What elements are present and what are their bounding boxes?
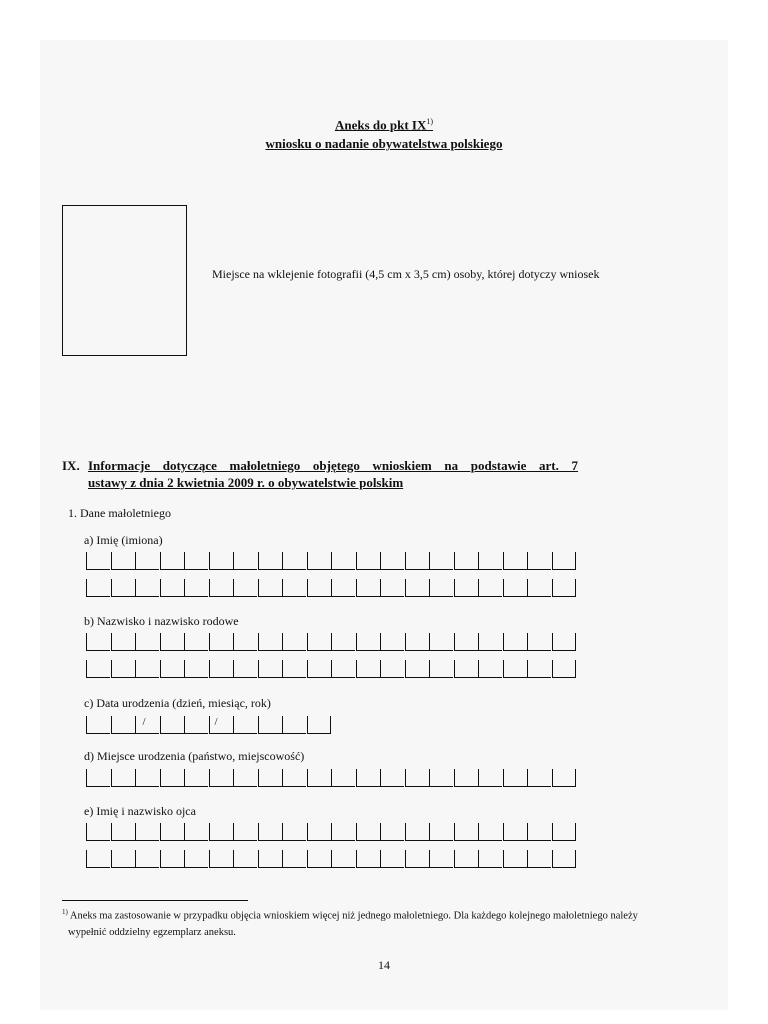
character-box[interactable] [135, 579, 159, 597]
character-box[interactable] [258, 579, 282, 597]
character-box[interactable] [184, 769, 208, 787]
character-box[interactable] [111, 633, 135, 651]
father-name-label: e) Imię i nazwisko ojca [84, 804, 196, 818]
section-title-line1: Informacje dotyczące małoletniego objętego wnioskiem na podstawie art. 7 [88, 458, 578, 473]
character-box[interactable] [111, 769, 135, 787]
date-separator-1: / [142, 716, 146, 728]
character-box[interactable] [552, 660, 576, 678]
date-separator-2: / [214, 716, 218, 728]
character-box[interactable] [160, 823, 184, 841]
character-box[interactable] [478, 769, 502, 787]
character-box[interactable] [331, 769, 355, 787]
character-box[interactable] [160, 850, 184, 868]
character-box[interactable] [135, 716, 159, 734]
character-box[interactable] [282, 633, 306, 651]
character-box[interactable] [160, 716, 184, 734]
character-box[interactable] [86, 769, 110, 787]
character-box[interactable] [356, 823, 380, 841]
character-box[interactable] [454, 823, 478, 841]
character-box[interactable] [184, 850, 208, 868]
character-box[interactable] [478, 552, 502, 570]
character-box[interactable] [209, 633, 233, 651]
character-box[interactable] [503, 579, 527, 597]
annex-subtitle: wniosku o nadanie obywatelstwa polskiego [265, 136, 503, 151]
character-box[interactable] [478, 579, 502, 597]
character-box[interactable] [405, 633, 429, 651]
character-box[interactable] [503, 850, 527, 868]
footnote-text-line2: wypełnić oddzielny egzemplarz aneksu. [68, 926, 236, 938]
character-box[interactable] [380, 633, 404, 651]
character-box[interactable] [405, 579, 429, 597]
character-box[interactable] [135, 633, 159, 651]
annex-title: Aneks do pkt IX$^{1)}$ [334, 117, 434, 133]
character-box[interactable] [331, 633, 355, 651]
character-box[interactable] [527, 660, 551, 678]
character-box[interactable] [552, 823, 576, 841]
character-box[interactable] [111, 850, 135, 868]
character-box[interactable] [111, 823, 135, 841]
character-box[interactable] [380, 850, 404, 868]
character-box[interactable] [111, 716, 135, 734]
character-box[interactable] [184, 716, 208, 734]
character-box[interactable] [527, 823, 551, 841]
character-box[interactable] [405, 552, 429, 570]
character-box[interactable] [135, 660, 159, 678]
character-box[interactable] [209, 823, 233, 841]
photo-caption: Miejsce na wklejenie fotografii (4,5 cm x 3,5 cm) osoby, której dotyczy wniosek [212, 267, 600, 281]
character-box[interactable] [503, 769, 527, 787]
character-box[interactable] [503, 633, 527, 651]
character-box[interactable] [233, 769, 257, 787]
character-box[interactable] [380, 552, 404, 570]
character-box[interactable] [429, 579, 453, 597]
character-box[interactable] [184, 660, 208, 678]
birth-date-label: c) Data urodzenia (dzień, miesiąc, rok) [84, 696, 271, 710]
character-box[interactable] [111, 579, 135, 597]
character-box[interactable] [282, 579, 306, 597]
section-number: IX. [62, 458, 80, 473]
character-box[interactable] [307, 716, 331, 734]
character-box[interactable] [405, 660, 429, 678]
character-box[interactable] [135, 552, 159, 570]
character-box[interactable] [429, 633, 453, 651]
character-box[interactable] [258, 660, 282, 678]
character-box[interactable] [160, 552, 184, 570]
character-box[interactable] [429, 823, 453, 841]
character-box[interactable] [307, 660, 331, 678]
character-box[interactable] [478, 660, 502, 678]
character-box[interactable] [356, 769, 380, 787]
character-box[interactable] [307, 633, 331, 651]
character-box[interactable] [503, 552, 527, 570]
character-box[interactable] [86, 660, 110, 678]
character-box[interactable] [282, 850, 306, 868]
character-box[interactable] [135, 823, 159, 841]
character-box[interactable] [86, 552, 110, 570]
character-box[interactable] [307, 850, 331, 868]
character-box[interactable] [527, 850, 551, 868]
character-box[interactable] [429, 552, 453, 570]
character-box[interactable] [233, 579, 257, 597]
character-box[interactable] [282, 823, 306, 841]
character-box[interactable] [405, 850, 429, 868]
character-box[interactable] [184, 823, 208, 841]
character-box[interactable] [209, 660, 233, 678]
character-box[interactable] [282, 769, 306, 787]
character-box[interactable] [478, 850, 502, 868]
character-box[interactable] [380, 660, 404, 678]
character-box[interactable] [527, 633, 551, 651]
character-box[interactable] [429, 660, 453, 678]
surname-label: b) Nazwisko i nazwisko rodowe [84, 614, 239, 628]
character-box[interactable] [331, 552, 355, 570]
character-box[interactable] [552, 633, 576, 651]
footnote [62, 904, 712, 941]
character-box[interactable] [111, 552, 135, 570]
character-box[interactable] [454, 552, 478, 570]
character-box[interactable] [527, 552, 551, 570]
photo-placeholder-box[interactable] [62, 205, 187, 356]
character-box[interactable] [233, 716, 257, 734]
character-box[interactable] [209, 716, 233, 734]
section-title-line2: ustawy z dnia 2 kwietnia 2009 r. o obywatelstwie polskim [88, 475, 404, 490]
character-box[interactable] [258, 769, 282, 787]
character-box[interactable] [307, 769, 331, 787]
character-box[interactable] [454, 579, 478, 597]
character-box[interactable] [233, 633, 257, 651]
character-box[interactable] [454, 633, 478, 651]
character-box[interactable] [552, 579, 576, 597]
title-footnote-marker: 1) [426, 117, 434, 126]
character-box[interactable] [356, 552, 380, 570]
character-box[interactable] [233, 552, 257, 570]
character-box[interactable] [478, 633, 502, 651]
character-box[interactable] [380, 769, 404, 787]
character-box[interactable] [86, 633, 110, 651]
character-box[interactable] [111, 660, 135, 678]
footnote-text-line1: Aneks ma zastosowanie w przypadku objęcia wnioskiem więcej niż jednego małoletniego. Dla każdego kolejnego małoletniego należy [67, 910, 638, 922]
character-box[interactable] [233, 850, 257, 868]
character-box[interactable] [258, 716, 282, 734]
character-box[interactable] [184, 552, 208, 570]
character-box[interactable] [552, 769, 576, 787]
character-box[interactable] [307, 552, 331, 570]
first-name-label: a) Imię (imiona) [84, 533, 163, 547]
character-box[interactable] [160, 660, 184, 678]
character-box[interactable] [233, 660, 257, 678]
character-box[interactable] [258, 633, 282, 651]
character-box[interactable] [454, 850, 478, 868]
character-box[interactable] [86, 823, 110, 841]
character-box[interactable] [454, 769, 478, 787]
character-box[interactable] [380, 823, 404, 841]
character-box[interactable] [356, 850, 380, 868]
character-box[interactable] [454, 660, 478, 678]
character-box[interactable] [258, 850, 282, 868]
character-box[interactable] [380, 579, 404, 597]
character-box[interactable] [552, 850, 576, 868]
subsection-label: 1. Dane małoletniego [68, 506, 171, 520]
character-box[interactable] [233, 823, 257, 841]
character-box[interactable] [282, 552, 306, 570]
character-box[interactable] [184, 579, 208, 597]
character-box[interactable] [258, 552, 282, 570]
character-box[interactable] [86, 716, 110, 734]
footnote-rule [62, 900, 248, 901]
character-box[interactable] [135, 850, 159, 868]
character-box[interactable] [209, 579, 233, 597]
character-box[interactable] [307, 579, 331, 597]
page-number: 14 [378, 958, 390, 972]
character-box[interactable] [503, 823, 527, 841]
character-box[interactable] [258, 823, 282, 841]
character-box[interactable] [209, 850, 233, 868]
character-box[interactable] [184, 633, 208, 651]
character-box[interactable] [160, 579, 184, 597]
character-box[interactable] [478, 823, 502, 841]
character-box[interactable] [209, 769, 233, 787]
character-box[interactable] [503, 660, 527, 678]
character-box[interactable] [429, 769, 453, 787]
character-box[interactable] [527, 579, 551, 597]
character-box[interactable] [405, 823, 429, 841]
character-box[interactable] [356, 579, 380, 597]
character-box[interactable] [135, 769, 159, 787]
character-box[interactable] [86, 850, 110, 868]
character-box[interactable] [331, 823, 355, 841]
character-box[interactable] [86, 579, 110, 597]
character-box[interactable] [160, 769, 184, 787]
character-box[interactable] [282, 660, 306, 678]
character-box[interactable] [282, 716, 306, 734]
character-box[interactable] [307, 823, 331, 841]
character-box[interactable] [331, 579, 355, 597]
character-box[interactable] [356, 633, 380, 651]
character-box[interactable] [209, 552, 233, 570]
character-box[interactable] [160, 633, 184, 651]
character-box[interactable] [552, 552, 576, 570]
character-box[interactable] [331, 660, 355, 678]
birth-place-label: d) Miejsce urodzenia (państwo, miejscowość) [84, 749, 305, 763]
character-box[interactable] [356, 660, 380, 678]
character-box[interactable] [405, 769, 429, 787]
footnote-marker: 1) [62, 908, 68, 916]
character-box[interactable] [331, 850, 355, 868]
character-box[interactable] [527, 769, 551, 787]
character-box[interactable] [429, 850, 453, 868]
